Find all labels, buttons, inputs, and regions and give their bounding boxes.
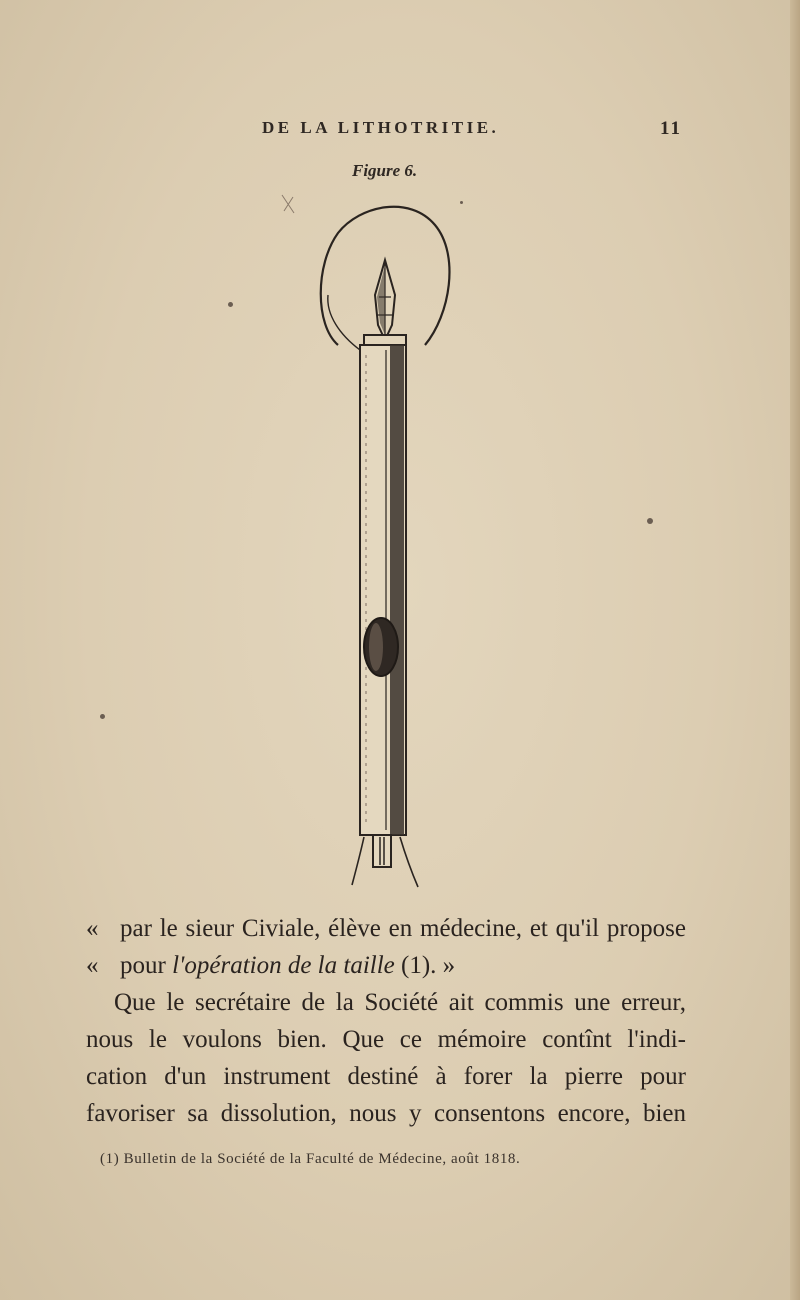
- quote-mark: «: [86, 952, 99, 979]
- page-number: 11: [660, 118, 682, 139]
- footnote-marker: (1): [100, 1151, 120, 1167]
- ink-speck: [100, 714, 105, 719]
- body-text: [86, 910, 686, 1132]
- footnote: [100, 1151, 660, 1168]
- quote-mark: «: [86, 915, 99, 942]
- page-edge: [790, 0, 800, 1300]
- line-text: par le sieur Civiale, élève en médecine, et qu'il propose: [120, 915, 686, 942]
- ink-speck: [647, 518, 653, 524]
- pencil-mark: [282, 195, 294, 213]
- stem: [373, 835, 391, 867]
- text-line: Que le secrétaire de la Société ait commis une erreur,: [114, 989, 686, 1016]
- text-line: favoriser sa dissolution, nous y consentons encore, bien: [86, 1100, 686, 1127]
- text-line: [86, 910, 686, 947]
- text-line: nous le voulons bien. Que ce mémoire contînt l'indi-: [86, 1026, 686, 1053]
- ink-speck: [460, 201, 463, 204]
- figure-caption: Figure 6.: [352, 161, 418, 180]
- lithotrite-illustration: [260, 185, 480, 895]
- arc-inner-line: [328, 295, 360, 350]
- footnote-text: Bulletin de la Société de la Faculté de Médecine, août 1818.: [123, 1151, 521, 1167]
- text-line: cation d'un instrument destiné à forer la pierre pour: [86, 1063, 686, 1090]
- line-text: pour: [120, 952, 173, 979]
- running-head: [0, 118, 800, 148]
- ink-speck: [228, 302, 233, 307]
- italic-title: l'opération de la taille: [172, 952, 395, 979]
- text-line: [86, 947, 686, 984]
- line-text: (1). »: [394, 952, 456, 979]
- running-head-title: DE LA LITHOTRITIE.: [262, 118, 500, 137]
- shaft-shading: [390, 345, 404, 835]
